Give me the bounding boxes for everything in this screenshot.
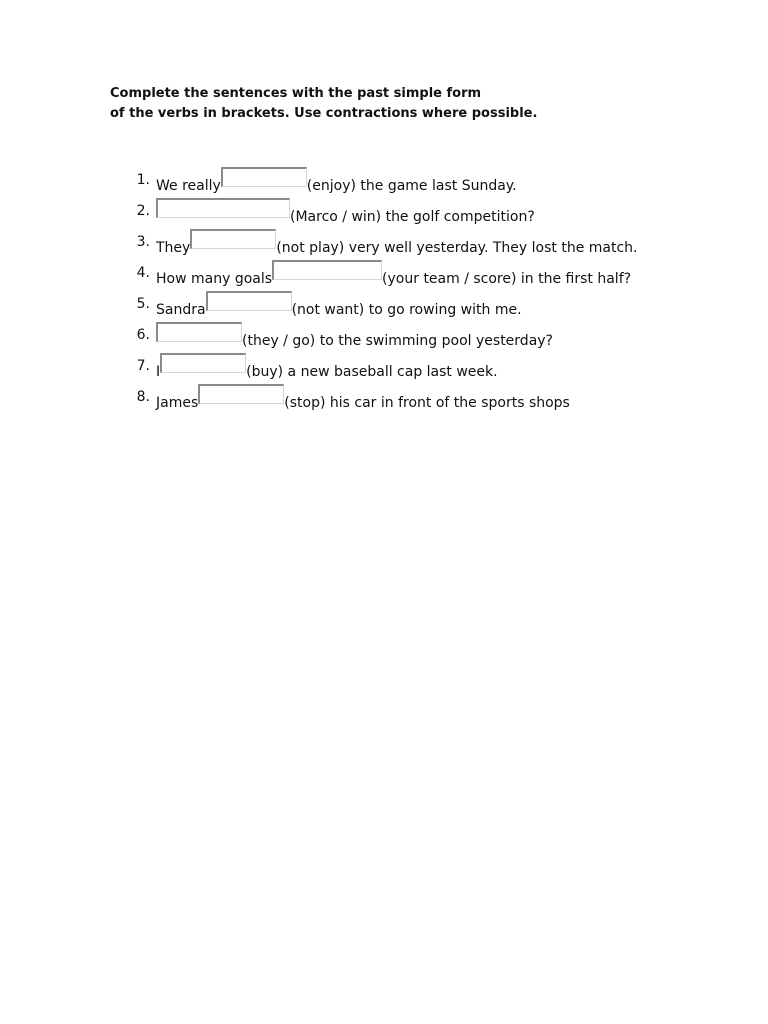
item-number: 2. — [136, 203, 150, 219]
item-text-after: (stop) his car in front of the sports shops — [284, 395, 570, 411]
item-text-before: I — [156, 364, 161, 380]
answer-field-3[interactable] — [190, 229, 276, 249]
item-number: 3. — [136, 234, 150, 250]
exercise-item-6 — [130, 325, 650, 352]
item-text-after: (enjoy) the game last Sunday. — [306, 178, 517, 194]
item-number: 6. — [136, 327, 150, 343]
item-number: 8. — [136, 389, 150, 405]
item-text-after: (not play) very well yesterday. They lost the match. — [276, 240, 638, 256]
item-text-before: Sandra — [156, 302, 206, 318]
answer-field-2[interactable] — [156, 198, 290, 218]
item-number: 7. — [136, 358, 150, 374]
exercise-item-2 — [130, 201, 650, 228]
item-number: 4. — [136, 265, 150, 281]
answer-field-6[interactable] — [156, 322, 242, 342]
answer-field-5[interactable] — [206, 291, 292, 311]
answer-field-8[interactable] — [198, 384, 284, 404]
item-number: 1. — [136, 172, 150, 188]
answer-field-4[interactable] — [272, 260, 382, 280]
exercise-item-3 — [130, 232, 650, 259]
item-text-after: (buy) a new baseball cap last week. — [246, 364, 498, 380]
exercise-item-5 — [130, 294, 650, 321]
exercise-list — [130, 170, 650, 418]
item-text-before: We really — [156, 178, 221, 194]
exercise-item-7 — [130, 356, 650, 383]
instructions-line-1: Complete the sentences with the past simple form — [110, 86, 482, 101]
item-text-after: (Marco / win) the golf competition? — [290, 209, 535, 225]
answer-field-1[interactable] — [221, 167, 307, 187]
exercise-item-1 — [130, 170, 650, 197]
instructions — [110, 84, 710, 124]
item-text-after: (they / go) to the swimming pool yesterday? — [242, 333, 553, 349]
item-text-after: (your team / score) in the first half? — [382, 271, 632, 287]
instructions-line-2: of the verbs in brackets. Use contractions where possible. — [110, 106, 538, 121]
item-text-before: How many goals — [156, 271, 273, 287]
answer-field-7[interactable] — [160, 353, 246, 373]
item-text-before: They — [156, 240, 191, 256]
item-text-after: (not want) to go rowing with me. — [291, 302, 522, 318]
exercise-item-8 — [130, 387, 650, 414]
item-text-before: James — [156, 395, 199, 411]
item-number: 5. — [136, 296, 150, 312]
exercise-item-4 — [130, 263, 650, 290]
